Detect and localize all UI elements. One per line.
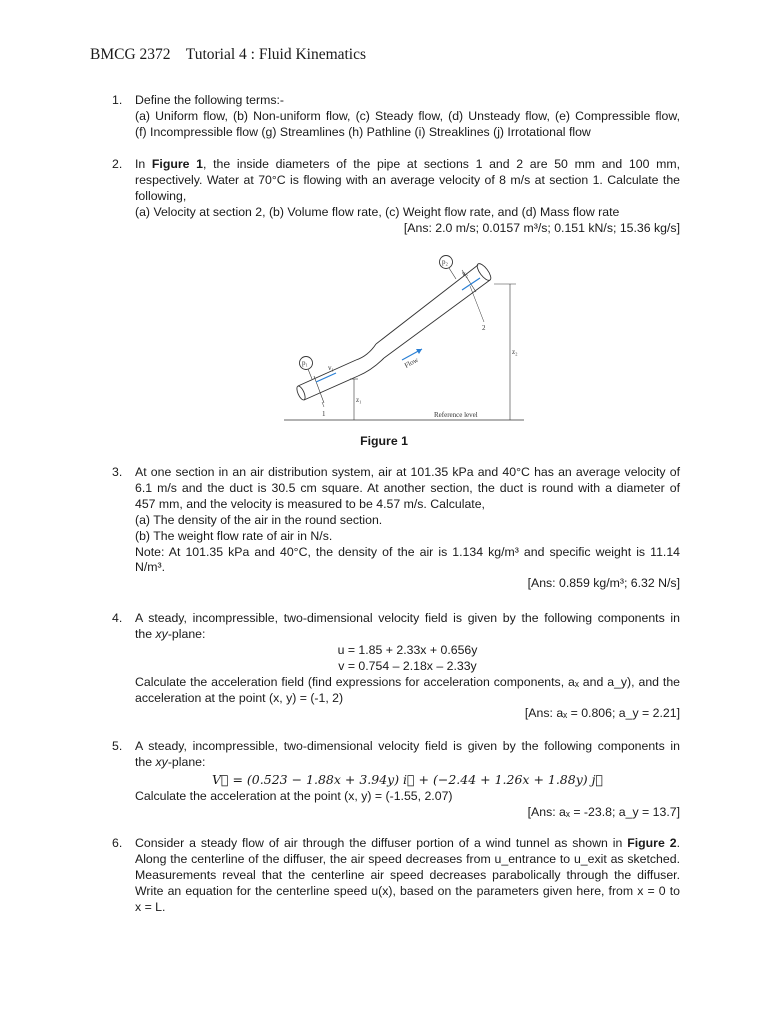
reference-level-label: Reference level — [434, 411, 478, 419]
q3-line-6: Note: At 101.35 kPa and 40°C, the density of the air is 1.134 kg/m³ and specific weight is 11.14 — [135, 544, 680, 559]
q5-line-3: Calculate the acceleration at the point (x, y) = (-1.55, 2.07) — [135, 788, 453, 803]
q3-line-4: (a) The density of the air in the round section. — [135, 512, 383, 527]
gauge-p2-label: p₂ — [442, 258, 448, 266]
q6-line-3: Measurements reveal that the centerline air speed decreases parabolically through the diffuser. — [135, 867, 680, 882]
q2-line-3: following, — [135, 188, 187, 203]
q2-line-1: In Figure 1, the inside diameters of the pipe at sections 1 and 2 are 50 mm and 100 mm, — [135, 157, 680, 171]
figure-1-pipe-diagram — [284, 252, 524, 430]
section-1-label: 1 — [322, 410, 326, 418]
gauge-p1-label: p₁ — [302, 359, 308, 367]
question-number: 6. — [112, 836, 123, 850]
q3-line-3: 457 mm, and the velocity is measured to be 4.57 m/s. Calculate, — [135, 496, 485, 511]
height-z2-label: z₂ — [512, 348, 518, 356]
q1-line-2: (a) Uniform flow, (b) Non-uniform flow, (c) Steady flow, (d) Unsteady flow, (e) Compressible flow, — [135, 108, 680, 123]
q6-line-5: x = L. — [135, 899, 166, 914]
q6-line-1: Consider a steady flow of air through the diffuser portion of a wind tunnel as shown in Figure 2. — [135, 836, 680, 850]
q2-line-4: (a) Velocity at section 2, (b) Volume flow rate, (c) Weight flow rate, and (d) Mass flow rate — [135, 204, 620, 219]
question-3 — [112, 465, 680, 592]
question-2 — [112, 157, 680, 237]
velocity-v2-label: v₂ — [462, 270, 468, 278]
figure-reference: Figure 1 — [151, 157, 204, 171]
question-4 — [112, 611, 680, 722]
q1-line-1: Define the following terms:- — [135, 93, 284, 107]
question-5 — [112, 739, 680, 821]
question-number: 2. — [112, 157, 123, 171]
q3-line-5: (b) The weight flow rate of air in N/s. — [135, 528, 333, 543]
q5-answer: [Ans: aₓ = -23.8; a_y = 13.7] — [527, 804, 680, 819]
figure-reference: Figure 2 — [627, 836, 677, 850]
q4-line-2: the xy-plane: — [135, 626, 206, 641]
q2-answer: [Ans: 2.0 m/s; 0.0157 m³/s; 0.151 kN/s; 15.36 kg/s] — [403, 220, 680, 235]
flow-label: Flow — [403, 355, 420, 370]
q3-line-2: 6.1 m/s and the duct is 30.5 cm square. At another section, the duct is round with a diameter of — [135, 480, 680, 495]
question-number: 5. — [112, 739, 123, 753]
q3-answer: [Ans: 0.859 kg/m³; 6.32 N/s] — [527, 576, 680, 591]
q4-line-3: Calculate the acceleration field (find expressions for acceleration components, aₓ and a_y), and the — [135, 674, 680, 689]
q4-line-1: A steady, incompressible, two-dimensional velocity field is given by the following components in — [135, 611, 680, 625]
q6-line-4: Write an equation for the centerline speed u(x), based on the parameters given here, from x = 0 to — [135, 883, 680, 898]
height-z1-label: z₁ — [356, 396, 362, 404]
q6-line-2: Along the centerline of the diffuser, the air speed decreases from u_entrance to u_exit as sketched. — [135, 851, 680, 866]
velocity-vector-equation: V⃗ = (0.523 − 1.88x + 3.94y) i⃗ + (−2.44 + 1.26x + 1.88y) j⃗ — [211, 771, 604, 787]
tutorial-title: Tutorial 4 : Fluid Kinematics — [185, 46, 367, 63]
q2-line-2: respectively. Water at 70°C is flowing with an average velocity of 8 m/s at section 1. Calculate the — [135, 172, 680, 187]
q3-line-1: At one section in an air distribution system, air at 101.35 kPa and 40°C has an average velocity of — [135, 465, 680, 479]
velocity-v1-label: v₁ — [328, 364, 334, 372]
q3-line-7: N/m³. — [135, 560, 166, 575]
question-number: 1. — [112, 93, 123, 107]
page-header — [90, 46, 366, 64]
equation-v: v = 0.754 – 2.18x – 2.33y — [338, 658, 477, 673]
q1-line-3: (f) Incompressible flow (g) Streamlines (h) Pathline (i) Streaklines (j) Irrotational flow — [135, 124, 591, 139]
q5-line-1: A steady, incompressible, two-dimensional velocity field is given by the following components in — [135, 739, 680, 753]
q4-answer: [Ans: aₓ = 0.806; a_y = 2.21] — [524, 706, 680, 721]
question-number: 4. — [112, 611, 123, 625]
course-code: BMCG 2372 — [90, 46, 171, 63]
question-6 — [112, 836, 680, 916]
equation-u: u = 1.85 + 2.33x + 0.656y — [337, 642, 478, 657]
q5-line-2: the xy-plane: — [135, 754, 206, 769]
q4-line-4: acceleration at the point (x, y) = (-1, 2) — [135, 690, 344, 705]
section-2-label: 2 — [482, 324, 486, 332]
figure-1-caption: Figure 1 — [360, 434, 408, 448]
question-1 — [112, 93, 680, 141]
question-number: 3. — [112, 465, 123, 479]
